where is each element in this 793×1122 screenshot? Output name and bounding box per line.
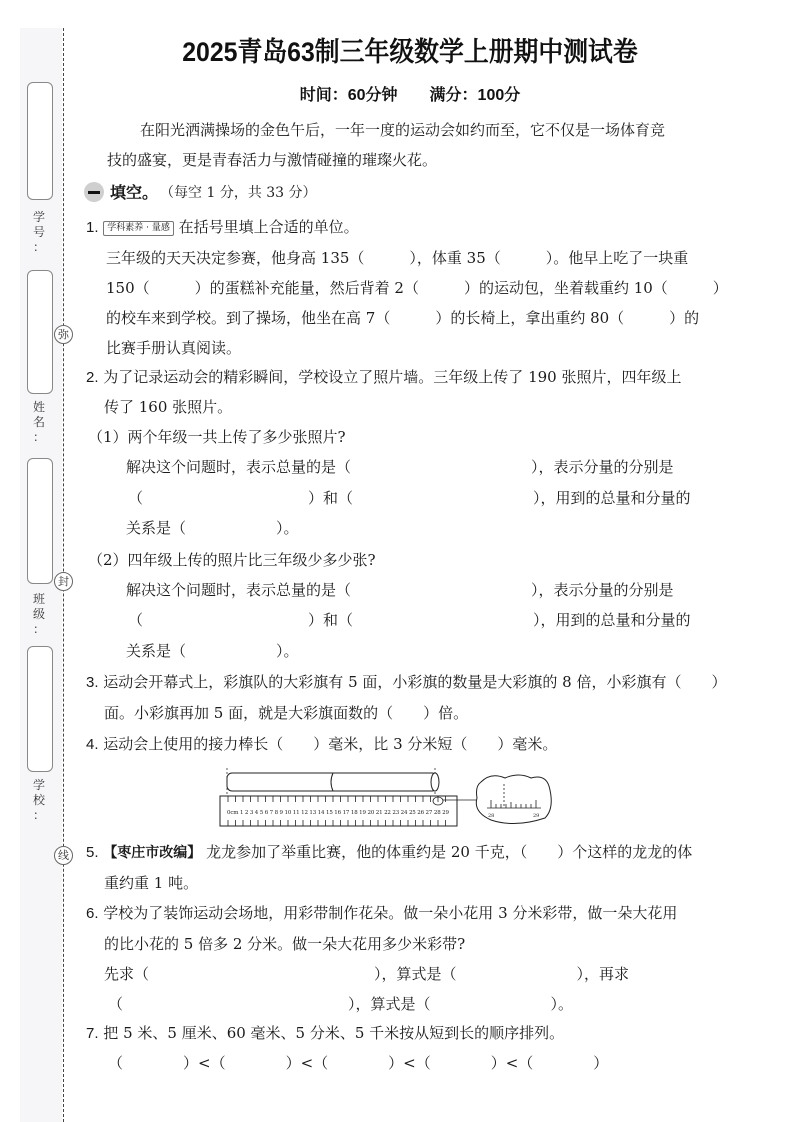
class-label: 班 级 ： (32, 592, 45, 636)
question-text: 运动会开幕式上，彩旗队的大彩旗有 5 面，小彩旗的数量是大彩旗的 8 倍，小彩旗有（ ） (103, 673, 727, 691)
question-2-sub-1-line-2[interactable]: （ ）和（ ），用到的总量和分量的 (128, 489, 691, 507)
question-text: 运动会上使用的接力棒长（ ）毫米，比 3 分米短（ ）毫米。 (103, 735, 558, 753)
seal-mark-mi: 弥 (54, 325, 73, 344)
question-text: 学校为了装饰运动会场地，用彩带制作花朵。做一朵小花用 3 分米彩带，做一朵大花用 (103, 904, 678, 922)
seal-mark-feng: 封 (54, 572, 73, 591)
question-text: 为了记录运动会的精彩瞬间，学校设立了照片墙。三年级上传了 190 张照片，四年级上 (103, 368, 682, 386)
section-1-heading (84, 180, 317, 203)
question-1-line-1[interactable]: 三年级的天天决定参赛，他身高 135（ ），体重 35（ ）。他早上吃了一块重 (106, 249, 689, 267)
page-title: 2025青岛63制三年级数学上册期中测试卷 (182, 37, 638, 67)
question-3-line-2[interactable]: 面。小彩旗再加 5 面，就是大彩旗面数的（ ）倍。 (104, 704, 469, 722)
question-6-line-3[interactable]: 先求（ ），算式是（ ），再求 (104, 965, 630, 983)
school-label: 学 校 ： (32, 778, 45, 822)
question-7-answer-line[interactable]: （ ）<（ ）<（ ）<（ ）<（ ） (108, 1054, 609, 1072)
question-number: 7. (86, 1025, 99, 1042)
relay-baton-ruler-figure (215, 768, 555, 828)
full-score: 满分：100分 (429, 87, 521, 104)
magnify-label-29: 29 (533, 813, 540, 819)
section-title: 填空。 (110, 183, 159, 202)
question-7-line-1 (86, 1023, 564, 1044)
question-2-sub-2-label: （2）四年级上传的照片比三年级少多少张? (88, 551, 376, 569)
question-number: 4. (86, 736, 99, 753)
question-5-line-1[interactable] (86, 842, 692, 863)
school-field[interactable] (27, 646, 53, 772)
ruler-baton-illustration (215, 768, 555, 828)
seal-mark-xian: 线 (54, 846, 73, 865)
question-2-sub-1-line-3[interactable]: 关系是（ ）。 (126, 519, 299, 537)
question-1-prompt (86, 217, 359, 238)
question-1-line-2[interactable]: 150（ ）的蛋糕补充能量，然后背着 2（ ）的运动包，坐着载重约 10（ ） (106, 279, 728, 297)
question-number: 3. (86, 674, 99, 691)
section-scoring-note: （每空 1 分，共 33 分） (160, 184, 317, 201)
question-2-line-1 (86, 367, 681, 388)
intro-line-2: 技的盛宴，更是青春活力与激情碰撞的璀璨火花。 (107, 151, 438, 169)
question-2-sub-1-line-1[interactable]: 解决这个问题时，表示总量的是（ ），表示分量的分别是 (126, 458, 674, 476)
competency-tag: 学科素养 · 量感 (103, 221, 174, 236)
magnify-label-28: 28 (488, 813, 495, 819)
svg-text:0cm 1 2 3 4 5 6 7 8 9 10 11 12: 0cm 1 2 3 4 5 6 7 8 9 10 11 12 13 14 15 16 17 18 19 20 21 22 23 24 25 26 27 28 29 (227, 810, 449, 816)
source-tag: 【枣庄市改编】 (103, 845, 202, 861)
question-6-line-4[interactable]: （ ），算式是（ ）。 (108, 995, 574, 1013)
question-number: 6. (86, 905, 99, 922)
question-2-line-2: 传了 160 张照片。 (104, 398, 233, 416)
question-text: 把 5 米、5 厘米、60 毫米、5 分米、5 千米按从短到长的顺序排列。 (103, 1024, 565, 1042)
question-number: 5. (86, 844, 99, 861)
question-2-sub-2-line-2[interactable]: （ ）和（ ），用到的总量和分量的 (128, 611, 691, 629)
question-text: 龙龙参加了举重比赛，他的体重约是 20 千克，（ ）个这样的龙龙的体 (206, 843, 693, 861)
question-5-line-2: 重约重 1 吨。 (104, 874, 199, 892)
question-2-sub-2-line-1[interactable]: 解决这个问题时，表示总量的是（ ），表示分量的分别是 (126, 581, 674, 599)
student-id-field[interactable] (27, 82, 53, 200)
question-number: 1. (86, 219, 99, 236)
question-4-line-1[interactable] (86, 734, 557, 755)
section-number-one-icon (84, 182, 104, 202)
question-3-line-1[interactable] (86, 672, 726, 693)
student-name-label: 姓 名 ： (32, 400, 45, 444)
class-field[interactable] (27, 458, 53, 584)
question-1-line-3[interactable]: 的校车来到学校。到了操场，他坐在高 7（ ）的长椅上，拿出重约 80（ ）的 (106, 309, 700, 327)
student-name-field[interactable] (27, 270, 53, 394)
exam-info (90, 82, 730, 105)
intro-line-1: 在阳光洒满操场的金色午后，一年一度的运动会如约而至，它不仅是一场体育竞 (140, 121, 666, 139)
question-1-line-4: 比赛手册认真阅读。 (106, 339, 242, 357)
student-id-label: 学 号 ： (32, 210, 45, 254)
question-2-sub-1-label: （1）两个年级一共上传了多少张照片? (88, 428, 346, 446)
question-6-line-1 (86, 903, 677, 924)
question-text: 在括号里填上合适的单位。 (178, 218, 359, 236)
time-limit: 时间：60分钟 (299, 87, 398, 104)
question-2-sub-2-line-3[interactable]: 关系是（ ）。 (126, 642, 299, 660)
question-6-line-2: 的比小花的 5 倍多 2 分米。做一朵大花用多少米彩带? (104, 935, 466, 953)
question-number: 2. (86, 369, 99, 386)
